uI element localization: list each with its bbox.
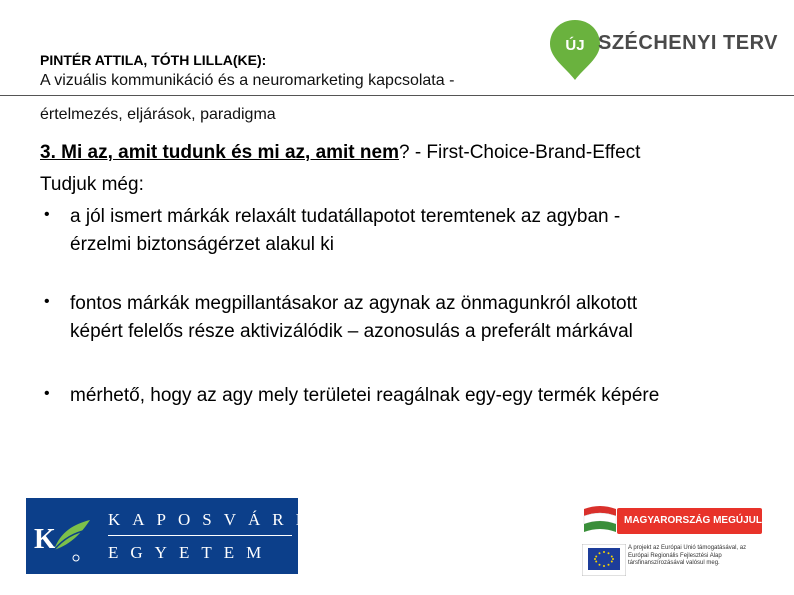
eu-flag-icon xyxy=(582,544,626,576)
intro-text: Tudjuk még: xyxy=(40,174,144,195)
bullet-icon: • xyxy=(44,206,50,223)
title-line-2: értelmezés, eljárások, paradigma xyxy=(40,106,276,123)
bullet-icon: • xyxy=(44,293,50,310)
ke-name-line-1: KAPOSVÁRI xyxy=(108,510,314,529)
question-underlined: 3. Mi az, amit tudunk és mi az, amit nem xyxy=(40,142,399,163)
ke-divider xyxy=(108,535,292,536)
authors: PINTÉR ATTILA, TÓTH LILLA(KE): xyxy=(40,52,267,68)
eu-funding-text: A projekt az Európai Unió támogatásával, az Európai Regionális Fejlesztési Alap társfinanszírozásával valósul meg. xyxy=(628,545,747,567)
ke-name-line-2: EGYETEM xyxy=(108,543,274,562)
bullet-3-line-1: mérhető, hogy az agy mely területei reagálnak egy-egy termék képére xyxy=(70,385,660,406)
bullet-2-line-2: képért felelős része aktivizálódik – azonosulás a preferált márkával xyxy=(70,321,633,342)
eu-funding-logo xyxy=(580,543,764,577)
hungarian-flag-icon xyxy=(582,505,618,537)
ke-emblem xyxy=(30,502,94,570)
mm-banner-text: MAGYARORSZÁG MEGÚJUL xyxy=(624,515,762,526)
bullet-1-line-1: a jól ismert márkák relaxált tudatállapotot teremtenek az agyban - xyxy=(70,206,621,227)
question-suffix: ? - First-Choice-Brand-Effect xyxy=(398,142,641,163)
ke-mark: K xyxy=(34,524,56,555)
szechenyi-badge-text: ÚJ xyxy=(565,37,585,54)
bullet-1-line-2: érzelmi biztonságérzet alakul ki xyxy=(70,234,335,255)
header-divider xyxy=(0,95,794,96)
bullet-icon: • xyxy=(44,385,50,402)
leaf-icon xyxy=(30,502,94,570)
szechenyi-terv-text: SZÉCHENYI TERV xyxy=(598,32,778,54)
bullet-2-line-1: fontos márkák megpillantásakor az agynak az önmagunkról alkotott xyxy=(70,293,638,314)
question-heading xyxy=(40,142,640,164)
magyarorszag-megujul-logo xyxy=(580,505,764,537)
kaposvari-egyetem-logo xyxy=(26,498,314,574)
title-line-1: A vizuális kommunikáció és a neuromarketing kapcsolata - xyxy=(40,72,455,89)
